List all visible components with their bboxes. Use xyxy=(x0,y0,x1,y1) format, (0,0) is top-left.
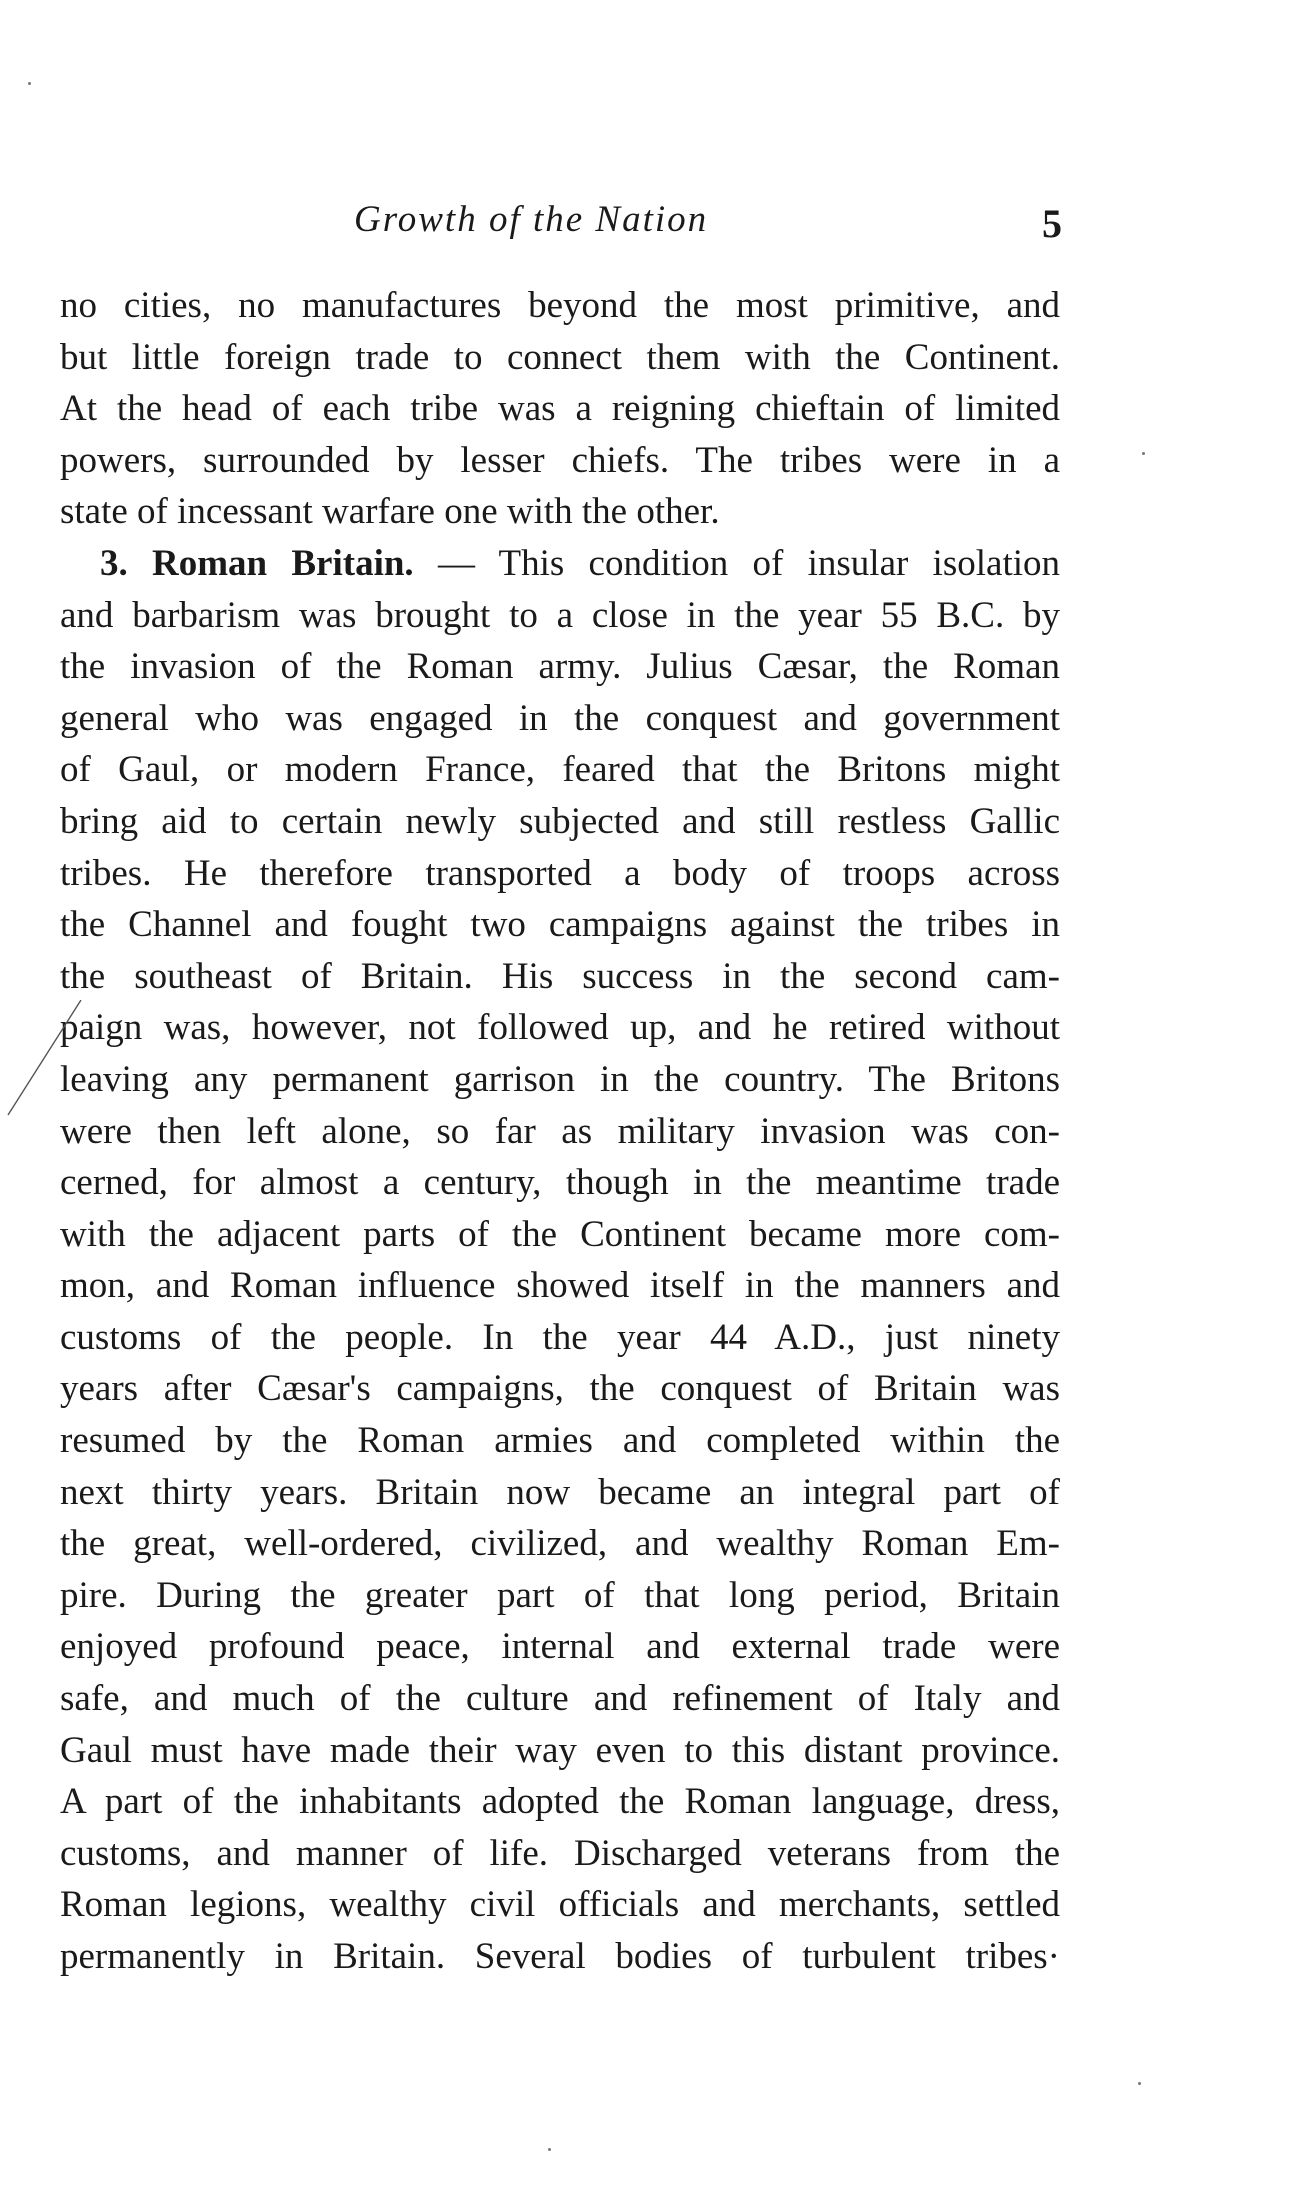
text-line: but little foreign trade to connect them with the Continent. xyxy=(60,336,1060,378)
text-line: of Gaul, or modern France, feared that the Britons might xyxy=(60,749,1060,791)
text-line: mon, and Roman influence showed itself in the manners and xyxy=(60,1265,1060,1307)
pencil-margin-mark xyxy=(6,1000,86,1120)
paper-speck xyxy=(548,2148,551,2151)
text-line: customs, and manner of life. Discharged veterans from the xyxy=(60,1832,1060,1874)
text-line: the southeast of Britain. His success in the second cam- xyxy=(60,955,1060,997)
text-line: cerned, for almost a century, though in the meantime trade xyxy=(60,1162,1060,1204)
text-line: next thirty years. Britain now became an integral part of xyxy=(60,1471,1060,1513)
section-dash: — xyxy=(437,542,475,584)
text-line: the Channel and fought two campaigns against the tribes in xyxy=(60,904,1060,946)
running-head xyxy=(64,198,1062,258)
text-line: were then left alone, so far as military invasion was con- xyxy=(60,1110,1060,1152)
page-number: 5 xyxy=(1042,201,1062,246)
section-heading-line xyxy=(60,538,1060,590)
body-text xyxy=(60,280,1060,1983)
paper-speck xyxy=(1142,452,1145,455)
paper-speck xyxy=(1138,2082,1141,2085)
text-line: state of incessant warfare one with the other. xyxy=(60,491,720,533)
text-line: tribes. He therefore transported a body of troops across xyxy=(60,852,1060,894)
text-line: enjoyed profound peace, internal and external trade were xyxy=(60,1626,1060,1668)
text-line: years after Cæsar's campaigns, the conquest of Britain was xyxy=(60,1368,1060,1410)
text-line: leaving any permanent garrison in the country. The Britons xyxy=(60,1058,1060,1100)
text-line: with the adjacent parts of the Continent became more com- xyxy=(60,1213,1060,1255)
section-title: Roman Britain. xyxy=(152,542,414,584)
text-line: At the head of each tribe was a reigning chieftain of limited xyxy=(60,388,1060,430)
text-line: A part of the inhabitants adopted the Roman language, dress, xyxy=(60,1781,1060,1823)
text-line-content: This condition of insular isolation xyxy=(498,542,1060,584)
text-line: customs of the people. In the year 44 A.D., just ninety xyxy=(60,1316,1060,1358)
text-line: paign was, however, not followed up, and he retired without xyxy=(60,1007,1060,1049)
text-line: general who was engaged in the conquest and government xyxy=(60,697,1060,739)
text-line: permanently in Britain. Several bodies of turbulent tribes· xyxy=(60,1936,1060,1977)
running-title: Growth of the Nation xyxy=(354,199,709,240)
text-line: powers, surrounded by lesser chiefs. The tribes were in a xyxy=(60,439,1060,481)
text-line: no cities, no manufactures beyond the most primitive, and xyxy=(60,285,1060,326)
text-line: the great, well-ordered, civilized, and wealthy Roman Em- xyxy=(60,1523,1060,1565)
text-line: bring aid to certain newly subjected and still restless Gallic xyxy=(60,800,1060,842)
text-line: and barbarism was brought to a close in the year 55 B.C. by xyxy=(60,594,1060,636)
text-line: Roman legions, wealthy civil officials and merchants, settled xyxy=(60,1884,1060,1926)
text-line: resumed by the Roman armies and completed within the xyxy=(60,1420,1060,1462)
section-number: 3. xyxy=(100,542,128,584)
text-line: Gaul must have made their way even to this distant province. xyxy=(60,1729,1060,1771)
paper-speck xyxy=(28,82,31,85)
text-line: safe, and much of the culture and refinement of Italy and xyxy=(60,1678,1060,1720)
text-line: the invasion of the Roman army. Julius Cæsar, the Roman xyxy=(60,646,1060,688)
text-line: pire. During the greater part of that long period, Britain xyxy=(60,1574,1060,1616)
